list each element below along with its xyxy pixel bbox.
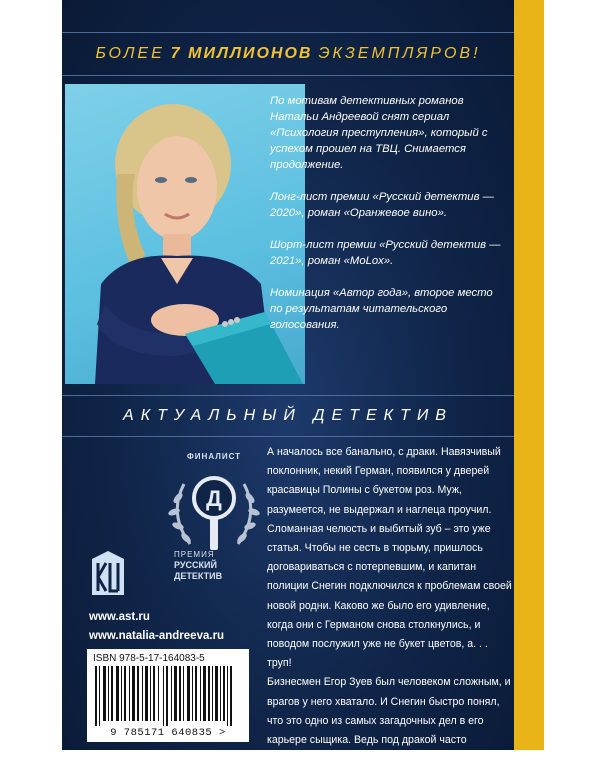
barcode-icon [93, 666, 243, 726]
banner-prefix: БОЛЕЕ [95, 45, 165, 62]
achievement-tv-series: По мотивам детективных романов Натальи Андреевой снят сериал «Психология преступления», который с успехом прошел на ТВЦ. Снимается продолжение. [270, 95, 488, 171]
achievement-long-list: Лонг-лист премии «Русский детектив — 2020», роман «Оранжевое вино». [270, 191, 494, 219]
award-label-2: РУССКИЙ [174, 560, 217, 570]
series-title-bar [62, 395, 514, 437]
achievement-nomination: Номинация «Автор года», второе место по результатам читательского голосования. [270, 287, 493, 331]
award-label-3: ДЕТЕКТИВ [174, 571, 223, 581]
banner-highlight: 7 МИЛЛИОНОВ [170, 45, 313, 62]
author-achievements [270, 93, 502, 349]
author-portrait-icon [65, 84, 305, 384]
laurel-magnifier-icon [154, 464, 274, 564]
book-synopsis [267, 443, 512, 769]
author-website[interactable]: www.natalia-andreeva.ru [89, 630, 225, 642]
synopsis-paragraph-1: А началось все банально, с драки. Навязчивый поклонник, некий Герман, появился у дверей красавицы Полины с букетом роз. Муж, разумеется, не выдержал и наглеца проучил. Сломанная челюсть и выбитый зуб – это уже статья. Чтобы не сесть в тюрьму, пришлось договариваться с потерпевшим, и капитан полиции Снегин подключился к проблемам своей новой родни. Каково же было его удивление, когда они с Германом снова столкнулись, и поводом послужил уже не букет цветов, а. . . труп! [267, 446, 512, 670]
banner-suffix: ЭКЗЕМПЛЯРОВ! [318, 45, 481, 62]
award-label-1: ПРЕМИЯ [174, 550, 215, 559]
isbn-number: ISBN 978-5-17-164083-5 [93, 653, 205, 664]
sales-banner [62, 32, 514, 76]
publisher-logo-icon [90, 549, 126, 597]
isbn-barcode-block [87, 649, 249, 742]
award-finalist-label: ФИНАЛИСТ [186, 452, 242, 461]
spine-stripe [514, 0, 544, 750]
achievement-short-list: Шорт-лист премии «Русский детектив — 2021», роман «MoLox». [270, 239, 501, 267]
award-emblem [154, 452, 274, 592]
publisher-website[interactable]: www.ast.ru [89, 611, 150, 623]
synopsis-paragraph-2: Бизнесмен Егор Зуев был человеком сложным, и врагов у него хватало. И Снегин быстро понял, что это одно из самых загадочных дел в его карьере сыщика. Ведь под дракой часто маскируется заказное убийство. . . [267, 676, 511, 766]
book-back-cover [62, 0, 514, 766]
barcode-digits: 9 785171 640835 > [110, 727, 226, 739]
author-photo [65, 84, 305, 384]
award-letter: Д [206, 486, 222, 511]
series-title: АКТУАЛЬНЫЙ ДЕТЕКТИВ [123, 407, 453, 424]
